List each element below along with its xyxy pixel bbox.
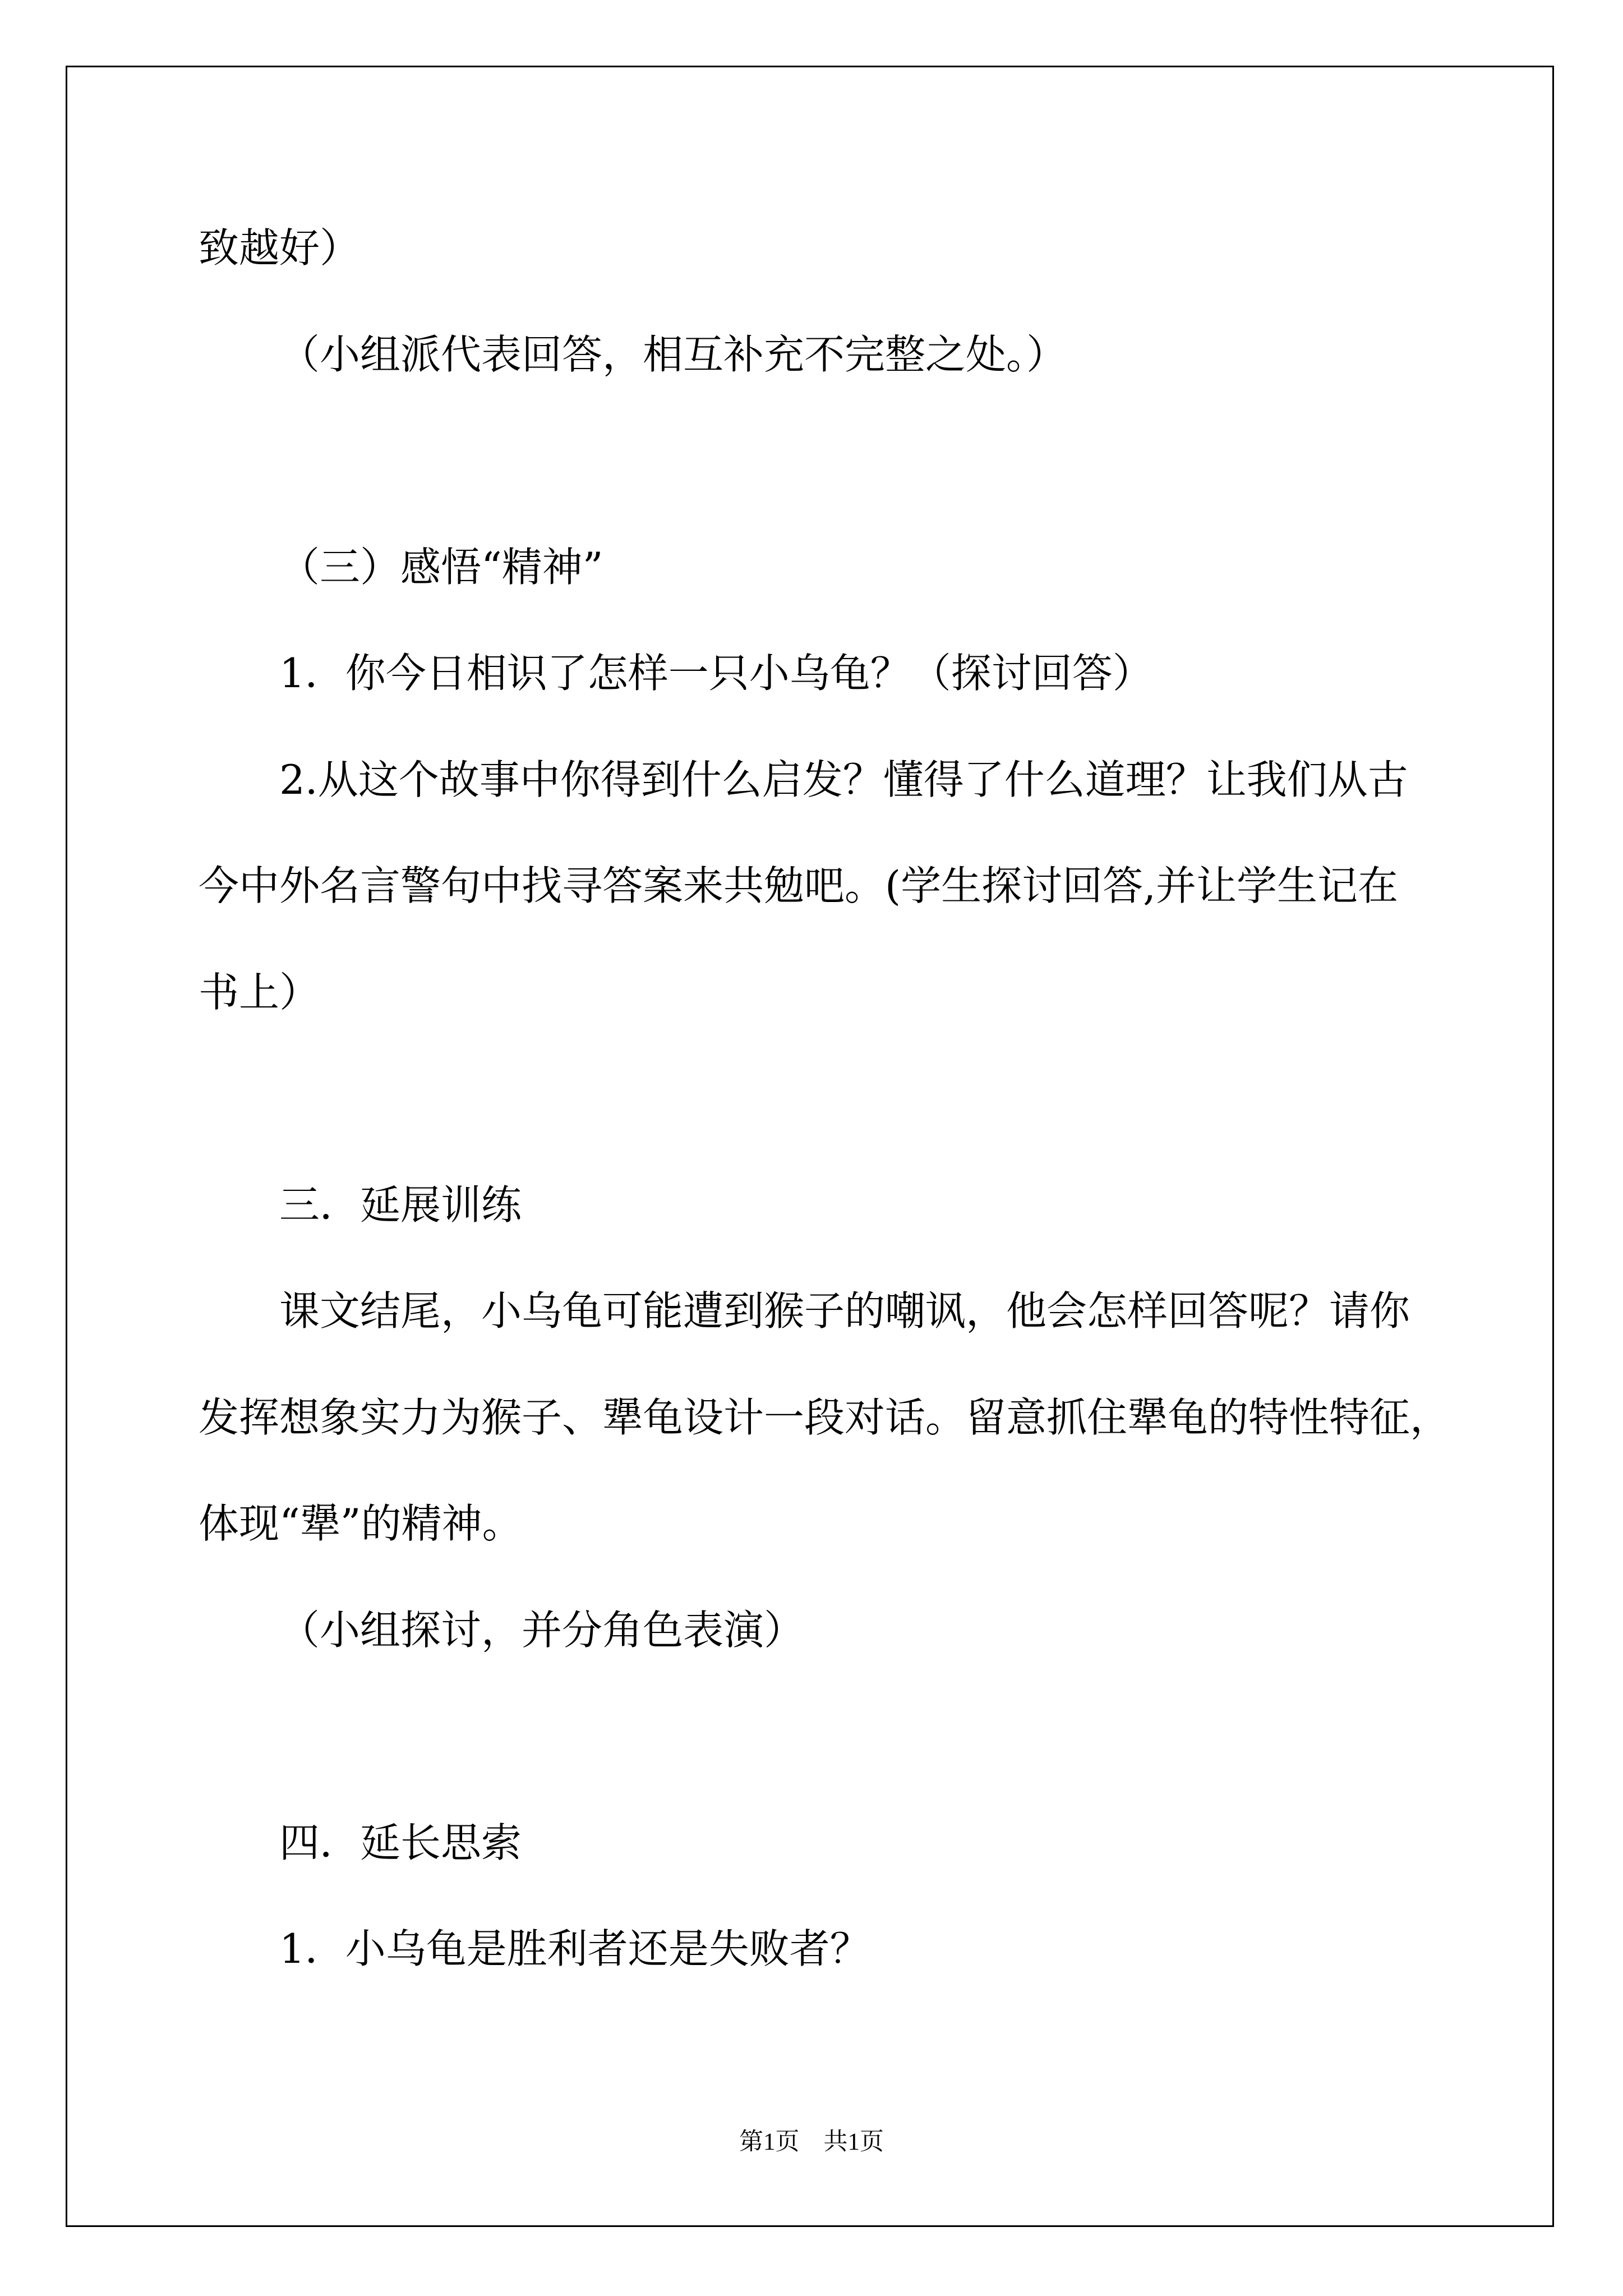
list-item: [199, 1896, 1488, 2003]
section-heading: [199, 1790, 1488, 1897]
paragraph-note: [199, 1577, 1488, 1684]
paragraph: [199, 1258, 1488, 1577]
text-line: 1．你今日相识了怎样一只小乌龟？（探讨回答）: [279, 650, 1153, 697]
text-line: 2.从这个故事中你得到什么启发？懂得了什么道理？让我们从古: [279, 756, 1408, 803]
text-line: （小组派代表回答，相互补充不完整之处。）: [279, 330, 1067, 378]
text-line: 发挥想象实力为猴子、犟龟设计一段对话。留意抓住犟龟的特性特征，: [199, 1393, 1451, 1441]
text-line: （小组探讨，并分角色表演）: [279, 1606, 805, 1654]
section-heading: [199, 1152, 1488, 1259]
heading-text: （三）感悟“精神”: [279, 543, 603, 591]
list-item: [199, 620, 1488, 727]
page-footer: 第1页 共1页: [739, 2129, 884, 2155]
paragraph-note: [199, 302, 1488, 408]
paragraph-continuation: [199, 195, 1488, 302]
text-line: 1．小乌龟是胜利者还是失败者？: [279, 1925, 870, 1972]
text-line: 课文结尾，小乌龟可能遭到猴子的嘲讽，他会怎样回答呢？请你: [279, 1287, 1410, 1335]
section-heading: [199, 514, 1488, 621]
heading-text: 三．延展训练: [279, 1181, 522, 1228]
list-item: [199, 727, 1488, 1046]
heading-text: 四．延长思索: [279, 1819, 522, 1866]
text-line: 今中外名言警句中找寻答案来共勉吧。(学生探讨回答,并让学生记在: [199, 862, 1398, 909]
text-line: 致越好）: [199, 224, 361, 272]
text-line: 书上）: [199, 968, 320, 1016]
text-body: [199, 195, 1488, 2003]
text-line: 体现“犟”的精神。: [199, 1500, 523, 1547]
